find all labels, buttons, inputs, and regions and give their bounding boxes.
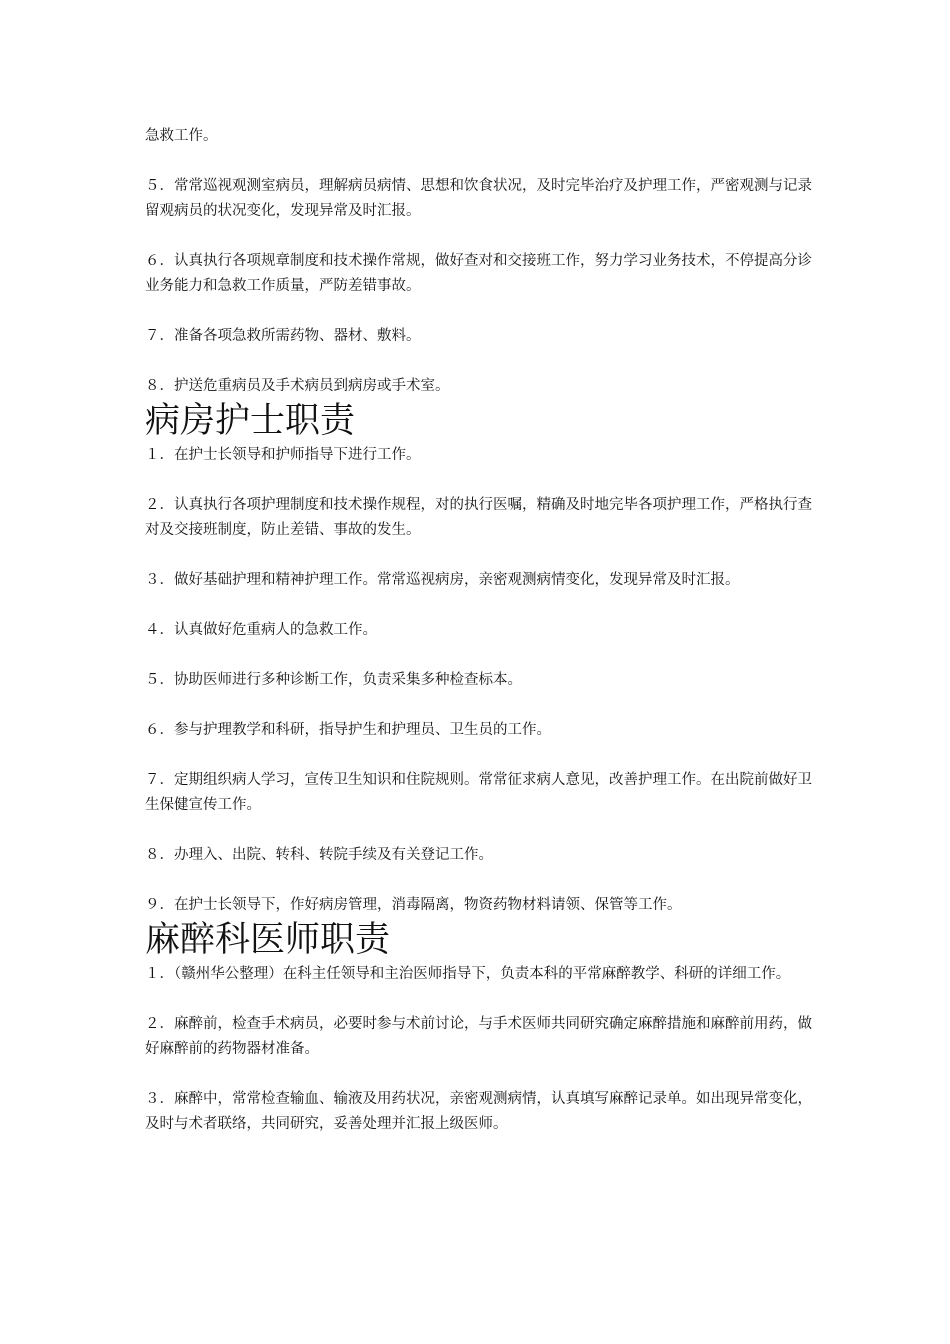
ward-nurse-paragraph-5: ５．协助医师进行多种诊断工作，负责采集多种检查标本。 [145, 672, 522, 688]
ward-nurse-paragraph-7: ７．定期组织病人学习，宣传卫生知识和住院规则。常常征求病人意见，改善护理工作。在出院前做好卫生保健宣传工作。 [145, 772, 812, 813]
ward-nurse-paragraph-1: １．在护士长领导和护师指导下进行工作。 [145, 447, 421, 463]
intro-paragraph-1: 急救工作。 [145, 128, 218, 144]
anesthesia-paragraph-1: １．（赣州华公整理）在科主任领导和主治医师指导下，负责本科的平常麻醉教学、科研的详细工作。 [145, 966, 791, 982]
intro-paragraph-4: ７．准备各项急救所需药物、器材、敷料。 [145, 328, 421, 344]
anesthesia-heading: 麻醉科医师职责 [145, 920, 391, 960]
ward-nurse-paragraph-4: ４．认真做好危重病人的急救工作。 [145, 622, 377, 638]
ward-nurse-paragraph-8: ８．办理入、出院、转科、转院手续及有关登记工作。 [145, 847, 493, 863]
intro-paragraph-3: ６．认真执行各项规章制度和技术操作常规，做好查对和交接班工作，努力学习业务技术，不停提高分诊业务能力和急救工作质量，严防差错事故。 [145, 253, 812, 294]
ward-nurse-heading: 病房护士职责 [145, 401, 356, 441]
intro-section [145, 124, 815, 399]
document-page [145, 124, 815, 1137]
ward-nurse-paragraph-6: ６．参与护理教学和科研，指导护生和护理员、卫生员的工作。 [145, 722, 551, 738]
anesthesia-paragraph-2: ２．麻醉前，检查手术病员，必要时参与术前讨论，与手术医师共同研究确定麻醉措施和麻醉前用药，做好麻醉前的药物器材准备。 [145, 1016, 812, 1057]
ward-nurse-paragraph-3: ３．做好基础护理和精神护理工作。常常巡视病房，亲密观测病情变化，发现异常及时汇报。 [145, 572, 740, 588]
intro-paragraph-5: ８．护送危重病员及手术病员到病房或手术室。 [145, 378, 450, 394]
anesthesia-section [145, 918, 815, 1137]
ward-nurse-paragraph-2: ２．认真执行各项护理制度和技术操作规程，对的执行医嘱，精确及时地完毕各项护理工作，严格执行查对及交接班制度，防止差错、事故的发生。 [145, 497, 812, 538]
anesthesia-paragraph-3: ３．麻醉中，常常检查输血、输液及用药状况，亲密观测病情，认真填写麻醉记录单。如出现异常变化，及时与术者联络，共同研究，妥善处理并汇报上级医师。 [145, 1091, 812, 1132]
ward-nurse-section [145, 399, 815, 918]
ward-nurse-paragraph-9: ９．在护士长领导下，作好病房管理，消毒隔离，物资药物材料请领、保管等工作。 [145, 897, 682, 913]
intro-paragraph-2: ５．常常巡视观测室病员，理解病员病情、思想和饮食状况，及时完毕治疗及护理工作，严密观测与记录留观病员的状况变化，发现异常及时汇报。 [145, 178, 812, 219]
